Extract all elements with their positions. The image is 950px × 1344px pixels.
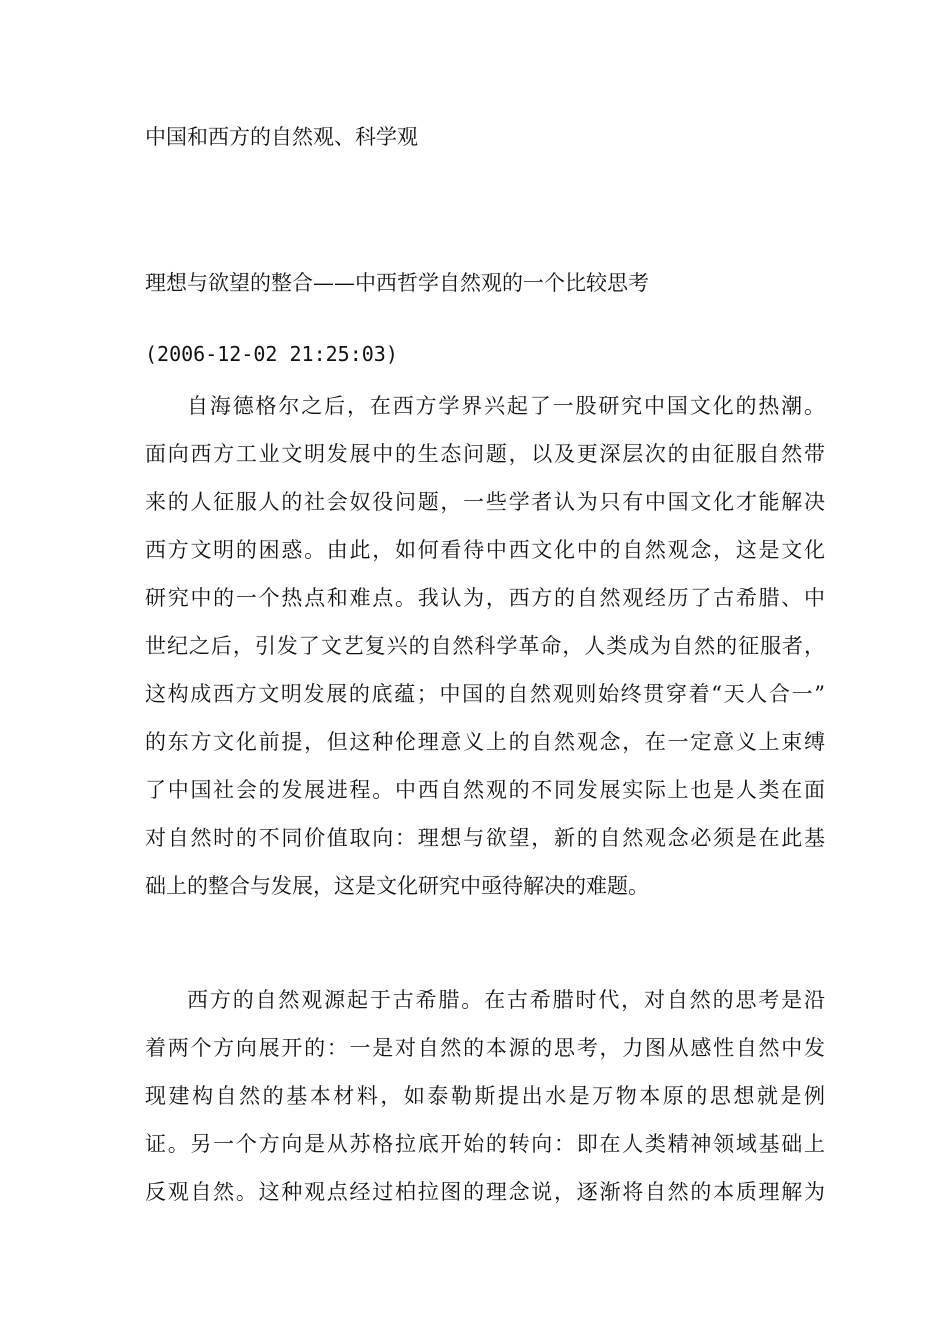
paragraph-1 xyxy=(145,382,825,910)
paragraph-2 xyxy=(145,976,825,1216)
paragraph-line: 来的人征服人的社会奴役问题，一些学者认为只有中国文化才能解决 xyxy=(145,490,825,514)
paragraph-line: 西方的自然观源起于古希腊。在古希腊时代，对自然的思考是沿 xyxy=(187,988,825,1012)
paragraph-line: 着两个方向展开的：一是对自然的本源的思考，力图从感性自然中发 xyxy=(145,1036,825,1060)
paragraph-line: 反观自然。这种观点经过柏拉图的理念说，逐渐将自然的本质理解为 xyxy=(145,1180,825,1204)
paragraph-line: 的东方文化前提，但这种伦理意义上的自然观念，在一定意义上束缚 xyxy=(145,730,825,754)
paragraph-line: 现建构自然的基本材料，如泰勒斯提出水是万物本原的思想就是例 xyxy=(145,1084,825,1108)
paragraph-line: 面向西方工业文明发展中的生态问题，以及更深层次的由征服自然带 xyxy=(145,442,825,466)
paragraph-line: 础上的整合与发展，这是文化研究中亟待解决的难题。 xyxy=(145,874,649,898)
paragraph-line: 这构成西方文明发展的底蕴；中国的自然观则始终贯穿着“天人合一” xyxy=(145,682,825,706)
post-timestamp: (2006-12-02 21:25:03) xyxy=(145,342,398,366)
paragraph-line: 了中国社会的发展进程。中西自然观的不同发展实际上也是人类在面 xyxy=(145,778,825,802)
paragraph-line: 西方文明的困惑。由此，如何看待中西文化中的自然观念，这是文化 xyxy=(145,538,825,562)
paragraph-line: 证。另一个方向是从苏格拉底开始的转向：即在人类精神领域基础上 xyxy=(145,1132,825,1156)
paragraph-line: 对自然时的不同价值取向：理想与欲望，新的自然观念必须是在此基 xyxy=(145,826,825,850)
article-title: 理想与欲望的整合——中西哲学自然观的一个比较思考 xyxy=(145,271,649,295)
document-title: 中国和西方的自然观、科学观 xyxy=(145,125,418,149)
paragraph-line: 世纪之后，引发了文艺复兴的自然科学革命，人类成为自然的征服者， xyxy=(145,634,825,658)
paragraph-line: 研究中的一个热点和难点。我认为，西方的自然观经历了古希腊、中 xyxy=(145,586,825,610)
paragraph-line: 自海德格尔之后，在西方学界兴起了一股研究中国文化的热潮。 xyxy=(187,394,825,418)
